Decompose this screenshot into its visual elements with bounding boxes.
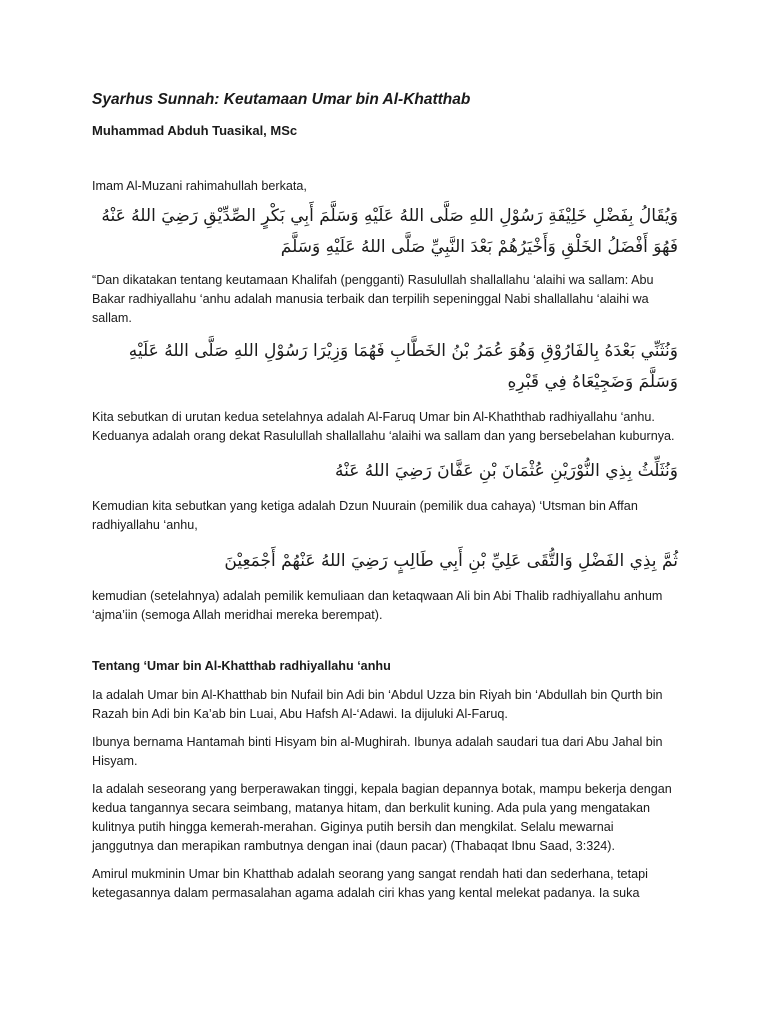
arabic-quote-4: ثُمَّ بِذِي الفَضْلِ وَالتُّقَى عَلِيِّ بْنِ أَبِي طَالِبٍ رَضِيَ اللهُ عَنْهُمْ أَجْمَعِيْنَ [224, 551, 678, 571]
paragraph-1: Ia adalah Umar bin Al-Khatthab bin Nufail bin Adi bin ‘Abdul Uzza bin Riyah bin ‘Abdullah bin Qurth bin Razah bin Adi bin Ka’ab bin Luai, Abu Hafsh Al-‘Adawi. Ia dijuluki Al-Faruq. [92, 688, 663, 721]
paragraph-2: Ibunya bernama Hantamah binti Hisyam bin al-Mughirah. Ibunya adalah saudari tua dari Abu Jahal bin Hisyam. [92, 735, 663, 768]
translation-3: Kemudian kita sebutkan yang ketiga adalah Dzun Nuurain (pemilik dua cahaya) ‘Utsman bin Affan radhiyallahu ‘anhu, [92, 499, 638, 532]
translation-1: “Dan dikatakan tentang keutamaan Khalifah (pengganti) Rasulullah shallallahu ‘alaihi wa sallam: Abu Bakar radhiyallahu ‘anhu adalah manusia terbaik dan terpilih sepeninggal Nabi shallallahu ‘alaihi wa sallam. [92, 273, 654, 325]
arabic-quote-2: وَنُثَنِّي بَعْدَهُ بِالفَارُوْقِ وَهُوَ عُمَرُ بْنُ الخَطَّابِ فَهُمَا وَزِيْرَا رَسُوْلِ اللهِ صَلَّى اللهُ عَلَيْهِ وَسَلَّمَ وَضَجِيْعَاهُ فِي قَبْرِهِ [128, 341, 678, 392]
translation-4: kemudian (setelahnya) adalah pemilik kemuliaan dan ketaqwaan Ali bin Abi Thalib radhiyallahu anhum ‘ajma’iin (semoga Allah meridhai mereka berempat). [92, 589, 663, 622]
intro-text: Imam Al-Muzani rahimahullah berkata, [92, 179, 307, 193]
translation-2: Kita sebutkan di urutan kedua setelahnya adalah Al-Faruq Umar bin Al-Khaththab radhiyallahu ‘anhu. Keduanya adalah orang dekat Rasulullah shallallahu ‘alaihi wa sallam dan yang bersebelahan kuburnya. [92, 410, 675, 443]
paragraph-4: Amirul mukminin Umar bin Khatthab adalah seorang yang sangat rendah hati dan sederhana, tetapi ketegasannya dalam permasalahan agama adalah ciri khas yang kental melekat padanya. Ia suka [92, 867, 648, 900]
arabic-quote-1: وَيُقَالُ بِفَضْلِ خَلِيْفَةِ رَسُوْلِ اللهِ صَلَّى اللهُ عَلَيْهِ وَسَلَّمَ أَبِي بَكْرٍ الصِّدِّيْقِ رَضِيَ اللهُ عَنْهُ فَهُوَ أَفْضَلُ الخَلْقِ وَأَخْيَرُهُمْ بَعْدَ النَّبِيِّ صَلَّى اللهُ عَلَيْهِ وَسَلَّمَ [101, 206, 678, 257]
document-title: Syarhus Sunnah: Keutamaan Umar bin Al-Khatthab [92, 91, 471, 108]
arabic-quote-3: وَنُثَلِّثُ بِذِي النُّوْرَيْنِ عُثْمَانَ بْنِ عَفَّانَ رَضِيَ اللهُ عَنْهُ [335, 461, 678, 481]
document-author: Muhammad Abduh Tuasikal, MSc [92, 123, 298, 138]
section-heading: Tentang ‘Umar bin Al-Khatthab radhiyallahu ‘anhu [92, 659, 391, 673]
paragraph-3: Ia adalah seseorang yang berperawakan tinggi, kepala bagian depannya botak, mampu bekerja dengan kedua tangannya secara seimbang, matanya hitam, dan berkulit kuning. Ada pula yang mengatakan kulitnya putih hingga kemerah-merahan. Giginya putih bersih dan mengkilat. Selalu mewarnai janggutnya dan merapikan rambutnya dengan inai (daun pacar) (Thabaqat Ibnu Saad, 3:324). [92, 782, 672, 853]
